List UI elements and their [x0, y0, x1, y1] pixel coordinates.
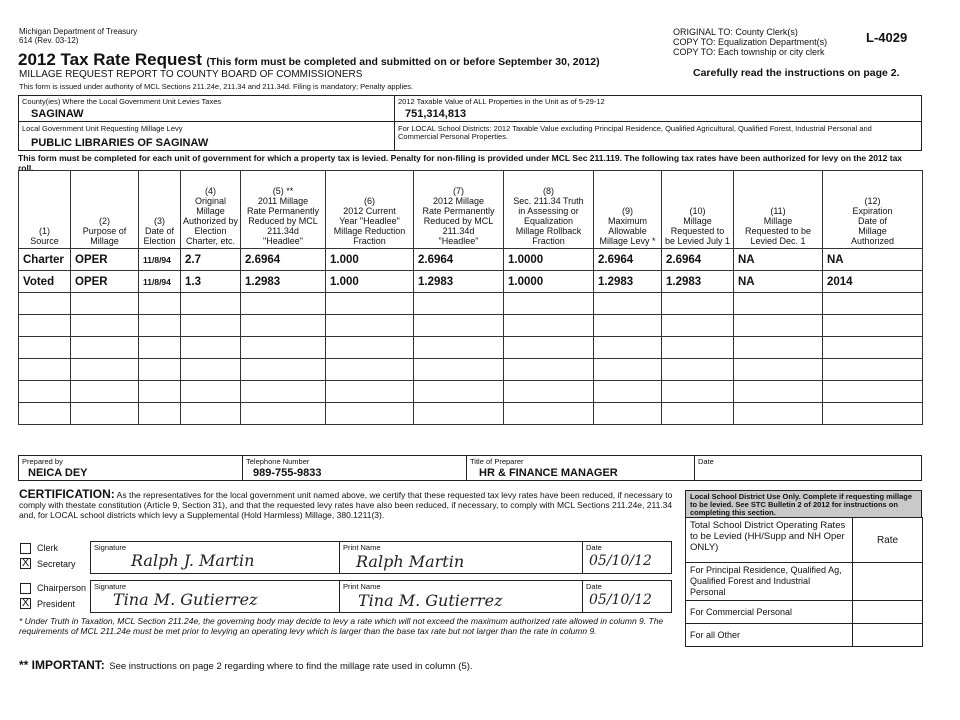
president-label: President	[37, 599, 76, 609]
table-cell[interactable]: 1.3	[181, 271, 241, 293]
table-row	[19, 359, 923, 381]
table-cell[interactable]: OPER	[71, 249, 139, 271]
table-row	[19, 337, 923, 359]
table-row	[19, 403, 923, 425]
school-rate-row	[686, 518, 923, 563]
president-checkbox[interactable]: X	[21, 597, 30, 609]
table-cell[interactable]: NA	[823, 249, 923, 271]
rate-header: Rate	[853, 518, 923, 563]
preparer-title-value[interactable]: HR & FINANCE MANAGER	[479, 467, 618, 479]
preparer-title-box	[466, 455, 695, 481]
table-cell[interactable]	[734, 337, 823, 359]
table-cell[interactable]	[71, 359, 139, 381]
school-district-rates	[685, 517, 923, 647]
table-cell[interactable]: 1.000	[326, 271, 414, 293]
table-cell[interactable]	[504, 337, 594, 359]
date-label: Date	[586, 582, 602, 591]
school-district-header: Local School District Use Only. Complete if requesting millage to be levied. See STC Bulletin 2 of 2012 for instructions on completing this section.	[685, 490, 922, 518]
secretary-label: Secretary	[37, 559, 76, 569]
table-cell[interactable]	[823, 381, 923, 403]
unit-label: Local Government Unit Requesting Millage Levy	[22, 124, 183, 133]
table-cell[interactable]	[326, 381, 414, 403]
table-cell[interactable]	[181, 337, 241, 359]
table-cell[interactable]	[181, 381, 241, 403]
table-cell[interactable]	[414, 293, 504, 315]
table-cell[interactable]	[241, 403, 326, 425]
important-label: ** IMPORTANT:	[19, 658, 105, 672]
col-header: (4) Original Millage Authorized by Election Charter, etc.	[181, 171, 241, 249]
table-cell[interactable]	[71, 337, 139, 359]
col-header: (5) ** 2011 Millage Rate Permanently Reduced by MCL 211.34d "Headlee"	[241, 171, 326, 249]
col-header: (10) Millage Requested to be Levied July 1	[662, 171, 734, 249]
table-cell[interactable]: 2.6964	[241, 249, 326, 271]
table-cell[interactable]: 1.000	[326, 249, 414, 271]
print-name-2: Tina M. Gutierrez	[358, 591, 503, 610]
all-other-rate[interactable]	[853, 624, 923, 647]
form-revision: 614 (Rev. 03-12)	[19, 36, 79, 45]
county-value[interactable]: SAGINAW	[31, 108, 84, 120]
table-cell[interactable]	[326, 359, 414, 381]
table-row	[19, 271, 923, 293]
signature-field-2[interactable]	[90, 580, 340, 613]
table-row	[19, 293, 923, 315]
table-cell[interactable]	[504, 293, 594, 315]
col-header: (1) Source	[19, 171, 71, 249]
school-rate-row	[686, 563, 923, 601]
table-cell[interactable]	[19, 293, 71, 315]
table-cell[interactable]	[734, 403, 823, 425]
table-cell[interactable]	[326, 293, 414, 315]
clerk-label: Clerk	[37, 543, 59, 553]
print-name-label: Print Name	[343, 543, 381, 552]
col-header: (3) Date of Election	[139, 171, 181, 249]
table-cell[interactable]: 1.2983	[662, 271, 734, 293]
table-cell[interactable]: 1.0000	[504, 271, 594, 293]
table-cell[interactable]	[414, 315, 504, 337]
print-name-field-1[interactable]	[339, 541, 583, 574]
certification-heading: CERTIFICATION:	[19, 487, 115, 501]
table-cell[interactable]	[71, 315, 139, 337]
table-cell[interactable]: 1.0000	[504, 249, 594, 271]
commercial-personal-label: For Commercial Personal	[686, 601, 853, 624]
taxable-value-box	[394, 95, 922, 122]
copy-equalization: COPY TO: Equalization Department(s)	[673, 37, 828, 47]
table-row	[19, 381, 923, 403]
col-header: (9) Maximum Allowable Millage Levy *	[594, 171, 662, 249]
table-cell[interactable]	[504, 403, 594, 425]
prepared-by-box	[18, 455, 243, 481]
table-cell[interactable]	[139, 315, 181, 337]
col-header: (2) Purpose of Millage	[71, 171, 139, 249]
table-cell[interactable]: 11/8/94	[139, 271, 181, 293]
table-cell[interactable]: Charter	[19, 249, 71, 271]
chairperson-checkbox[interactable]	[20, 583, 31, 594]
commercial-personal-rate[interactable]	[853, 601, 923, 624]
principal-residence-rate[interactable]	[853, 563, 923, 601]
form-subtitle: MILLAGE REQUEST REPORT TO COUNTY BOARD OF COMMISSIONERS	[19, 69, 363, 80]
table-cell[interactable]	[594, 293, 662, 315]
table-cell[interactable]	[414, 337, 504, 359]
preparer-date-label: Date	[698, 457, 714, 466]
phone-box	[242, 455, 467, 481]
table-cell[interactable]	[414, 359, 504, 381]
table-cell[interactable]	[139, 293, 181, 315]
print-name-label: Print Name	[343, 582, 381, 591]
table-cell[interactable]	[823, 293, 923, 315]
date-label: Date	[586, 543, 602, 552]
table-cell[interactable]	[594, 337, 662, 359]
col-header: (8) Sec. 211.34 Truth in Assessing or Equalization Millage Rollback Fraction	[504, 171, 594, 249]
all-other-label: For all Other	[686, 624, 853, 647]
table-cell[interactable]	[181, 293, 241, 315]
table-cell[interactable]	[504, 359, 594, 381]
table-cell[interactable]: NA	[734, 249, 823, 271]
taxable-value-label: 2012 Taxable Value of ALL Properties in the Unit as of 5-29-12	[398, 97, 605, 106]
table-cell[interactable]	[71, 403, 139, 425]
table-cell[interactable]	[19, 403, 71, 425]
form-title-line	[18, 50, 600, 70]
unit-box	[18, 121, 395, 151]
table-cell[interactable]	[414, 403, 504, 425]
chairperson-label: Chairperson	[37, 583, 87, 593]
col-header: (11) Millage Requested to be Levied Dec. 1	[734, 171, 823, 249]
instructions-note: Carefully read the instructions on page 2.	[693, 67, 900, 79]
school-rate-row	[686, 624, 923, 647]
table-cell[interactable]	[181, 359, 241, 381]
authority-note: This form is issued under authority of MCL Sections 211.24e, 211.34 and 211.34d. Filing is mandatory; Penalty applies.	[19, 82, 414, 91]
table-cell[interactable]	[19, 315, 71, 337]
taxable-value[interactable]: 751,314,813	[405, 108, 467, 120]
table-cell[interactable]: 1.2983	[414, 271, 504, 293]
important-note	[19, 656, 473, 674]
col-header: (6) 2012 Current Year "Headlee" Millage Reduction Fraction	[326, 171, 414, 249]
table-cell[interactable]: 2.7	[181, 249, 241, 271]
signature-label: Signature	[94, 582, 127, 591]
table-cell[interactable]	[71, 293, 139, 315]
table-cell[interactable]	[241, 381, 326, 403]
table-cell[interactable]	[734, 315, 823, 337]
form-deadline-note: (This form must be completed and submitted on or before September 30, 2012)	[206, 56, 600, 68]
signature-field-1[interactable]	[90, 541, 340, 574]
table-cell[interactable]: 2.6964	[662, 249, 734, 271]
table-cell[interactable]: 1.2983	[594, 271, 662, 293]
clerk-checkbox[interactable]	[20, 543, 31, 554]
table-cell[interactable]	[19, 359, 71, 381]
table-cell[interactable]	[594, 403, 662, 425]
table-cell[interactable]	[662, 337, 734, 359]
secretary-checkbox[interactable]: X	[21, 557, 30, 569]
table-cell[interactable]	[662, 381, 734, 403]
print-name-field-2[interactable]	[339, 580, 583, 613]
principal-residence-label: For Principal Residence, Qualified Ag, Qualified Forest and Industrial Personal	[686, 563, 853, 601]
table-cell[interactable]	[662, 293, 734, 315]
table-cell[interactable]: Voted	[19, 271, 71, 293]
table-cell[interactable]: 2.6964	[594, 249, 662, 271]
agency-name: Michigan Department of Treasury	[19, 27, 138, 36]
table-row	[19, 249, 923, 271]
table-cell[interactable]	[504, 381, 594, 403]
table-cell[interactable]	[181, 403, 241, 425]
signature-1: Ralph J. Martin	[131, 551, 255, 570]
table-cell[interactable]	[241, 359, 326, 381]
prepared-by-label: Prepared by	[22, 457, 63, 466]
table-cell[interactable]: OPER	[71, 271, 139, 293]
table-cell[interactable]	[662, 315, 734, 337]
date-field-2[interactable]	[582, 580, 672, 613]
table-cell[interactable]: 1.2983	[241, 271, 326, 293]
certification-body: As the representatives for the local government unit named above, we certify that these requested tax levy rates have been reduced, if necessary to comply with thestate constitution (Article 9, Section 31), and that the requested levy rates have also been reduced, if necessary, to comply with MCL Sections 211.24e, 211.34 and, for LOCAL school districts which levy a Supplemental (Hold Harmless) Millage, 380.1211(3).	[19, 490, 673, 520]
copy-original: ORIGINAL TO: County Clerk(s)	[673, 27, 798, 37]
date-1: 05/10/12	[589, 553, 652, 569]
important-text: See instructions on page 2 regarding where to find the millage rate used in column (5).	[109, 661, 473, 672]
phone-label: Telephone Number	[246, 457, 310, 466]
total-rates-label: Total School District Operating Rates to be Levied (HH/Supp and NH Oper ONLY)	[686, 518, 853, 563]
county-label: County(ies) Where the Local Government Unit Levies Taxes	[22, 97, 222, 106]
table-cell[interactable]	[71, 381, 139, 403]
copy-township: COPY TO: Each township or city clerk	[673, 47, 825, 57]
millage-table	[18, 170, 923, 425]
phone-value[interactable]: 989-755-9833	[253, 467, 322, 479]
table-cell[interactable]	[594, 381, 662, 403]
table-cell[interactable]	[734, 381, 823, 403]
certification-text	[19, 489, 674, 520]
preparer-date-box	[694, 455, 922, 481]
table-cell[interactable]	[19, 381, 71, 403]
table-cell[interactable]: 2.6964	[414, 249, 504, 271]
table-cell[interactable]	[139, 337, 181, 359]
table-cell[interactable]	[241, 293, 326, 315]
table-cell[interactable]	[139, 381, 181, 403]
table-cell[interactable]	[19, 337, 71, 359]
table-cell[interactable]	[823, 337, 923, 359]
print-name-1: Ralph Martin	[356, 552, 465, 571]
col-header: (7) 2012 Millage Rate Permanently Reduced by MCL 211.34d "Headlee"	[414, 171, 504, 249]
table-cell[interactable]	[823, 403, 923, 425]
school-rate-row	[686, 601, 923, 624]
table-cell[interactable]	[504, 315, 594, 337]
table-cell[interactable]	[139, 359, 181, 381]
table-cell[interactable]	[823, 315, 923, 337]
school-taxable-box	[394, 121, 922, 151]
form-title: 2012 Tax Rate Request	[18, 50, 202, 69]
prepared-by-value[interactable]: NEICA DEY	[28, 467, 88, 479]
table-cell[interactable]	[326, 315, 414, 337]
table-cell[interactable]	[326, 337, 414, 359]
table-cell[interactable]	[594, 359, 662, 381]
table-cell[interactable]	[734, 359, 823, 381]
table-cell[interactable]	[823, 359, 923, 381]
form-number: L-4029	[866, 30, 908, 45]
table-cell[interactable]	[241, 337, 326, 359]
table-cell[interactable]	[181, 315, 241, 337]
table-cell[interactable]: 2014	[823, 271, 923, 293]
table-cell[interactable]	[139, 403, 181, 425]
table-cell[interactable]: 11/8/94	[139, 249, 181, 271]
table-cell[interactable]: NA	[734, 271, 823, 293]
truth-in-taxation-footnote: * Under Truth in Taxation, MCL Section 211.24e, the governing body may decide to levy a rate which will not exceed the maximum authorized rate allowed in column 9. The requirements of MCL 211.24e must be met prior to levying an operating levy which is larger than the base tax rate but not larger than the rate in column 9.	[19, 616, 664, 636]
school-taxable-label: For LOCAL School Districts: 2012 Taxable Value excluding Principal Residence, Qualified Agricultural, Qualified Forest, Industrial Personal and Commercial Personal Properties.	[398, 124, 872, 141]
county-box	[18, 95, 395, 122]
unit-value[interactable]: PUBLIC LIBRARIES OF SAGINAW	[31, 137, 209, 149]
table-cell[interactable]	[326, 403, 414, 425]
date-field-1[interactable]	[582, 541, 672, 574]
table-header-row	[19, 171, 923, 249]
filing-notice: This form must be completed for each unit of government for which a property tax is levied. Penalty for non-filing is provided under MCL Sec 211.119. The following tax rates have been authorized for levy on the 2012 tax roll.	[18, 153, 903, 173]
signature-2: Tina M. Gutierrez	[113, 590, 258, 609]
table-cell[interactable]	[414, 381, 504, 403]
date-2: 05/10/12	[589, 592, 652, 608]
col-header: (12) Expiration Date of Millage Authorized	[823, 171, 923, 249]
table-cell[interactable]	[241, 315, 326, 337]
preparer-title-label: Title of Preparer	[470, 457, 524, 466]
signature-label: Signature	[94, 543, 127, 552]
table-cell[interactable]	[734, 293, 823, 315]
table-cell[interactable]	[594, 315, 662, 337]
table-cell[interactable]	[662, 403, 734, 425]
table-row	[19, 315, 923, 337]
table-cell[interactable]	[662, 359, 734, 381]
